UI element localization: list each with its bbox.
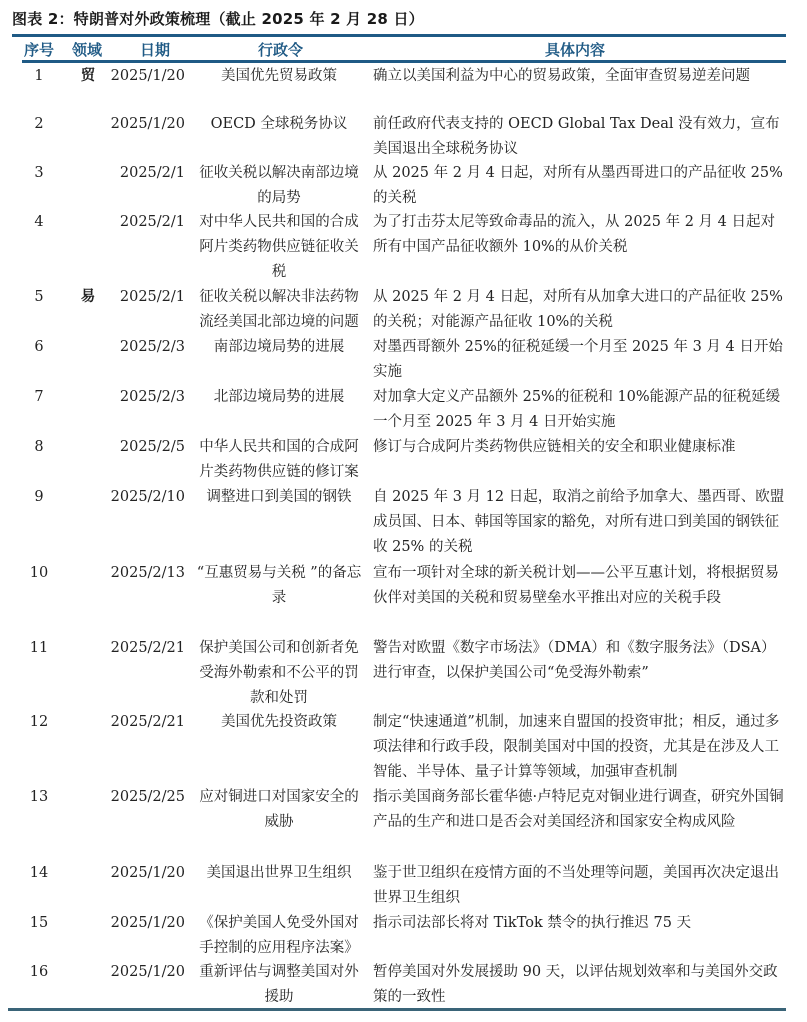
row-date: 2025/2/1 [119, 289, 185, 305]
row-date: 2025/2/13 [110, 565, 185, 581]
row-date: 2025/2/3 [119, 339, 185, 355]
row-content: 确立以美国利益为中心的贸易政策，全面审查贸易逆差问题 [373, 68, 750, 84]
row-order: 北部边境局势的进展 [213, 389, 345, 405]
row-date: 2025/2/21 [110, 714, 185, 730]
row-number: 8 [34, 439, 44, 455]
row-order: OECD 全球税务协议 [210, 116, 348, 132]
row-date: 2025/2/3 [119, 389, 185, 405]
row-date: 2025/2/21 [110, 640, 185, 656]
row-content: 从 2025 年 2 月 4 日起，对所有从墨西哥进口的产品征收 25%的关税 [373, 165, 783, 206]
row-content: 自 2025 年 3 月 12 日起，取消之前给予加拿大、墨西哥、欧盟成员国、日本、韩国等国家的豁免，对所有进口到美国的钢铁征收 25% 的关税 [373, 489, 785, 555]
row-number: 6 [34, 339, 44, 355]
row-content: 为了打击芬太尼等致命毒品的流入，从 2025 年 2 月 4 日起对所有中国产品征收额外 10%的从价关税 [373, 214, 776, 255]
row-order: 重新评估与调整美国对外援助 [199, 964, 359, 1005]
row-order: “互惠贸易与关税 ”的备忘录 [196, 565, 362, 606]
domain-label-2: 易 [80, 289, 96, 305]
header-date: 日期 [140, 41, 171, 59]
row-number: 14 [29, 865, 49, 881]
row-date: 2025/1/20 [110, 964, 185, 980]
table-bottom-rule [8, 1008, 786, 1011]
row-date: 2025/1/20 [110, 865, 185, 881]
row-order: 应对铜进口对国家安全的威胁 [199, 789, 359, 830]
row-number: 7 [34, 389, 44, 405]
row-content: 宣布一项针对全球的新关税计划——公平互惠计划，将根据贸易伙伴对美国的关税和贸易壁垒水平推出对应的关税手段 [373, 565, 779, 606]
row-date: 2025/2/25 [110, 789, 185, 805]
header-order: 行政令 [258, 41, 304, 59]
row-number: 11 [29, 640, 49, 656]
table-header-rule [22, 60, 786, 63]
row-order: 中华人民共和国的合成阿片类药物供应链的修订案 [199, 439, 359, 480]
row-content: 修订与合成阿片类药物供应链相关的安全和职业健康标准 [373, 439, 736, 455]
header-content: 具体内容 [545, 41, 606, 59]
row-number: 13 [29, 789, 49, 805]
row-content: 指示美国商务部长霍华德·卢特尼克对铜业进行调查，研究外国铜产品的生产和进口是否会对美国经济和国家安全构成风险 [373, 789, 784, 830]
row-order: 美国优先贸易政策 [221, 68, 337, 84]
row-date: 2025/2/5 [119, 439, 185, 455]
table-top-rule [12, 34, 786, 37]
row-content: 前任政府代表支持的 OECD Global Tax Deal 没有效力，宣布美国退出全球税务协议 [373, 116, 780, 157]
row-number: 15 [29, 915, 49, 931]
row-date: 2025/2/1 [119, 214, 185, 230]
row-date: 2025/2/1 [119, 165, 185, 181]
row-date: 2025/1/20 [110, 116, 185, 132]
row-content: 指示司法部长将对 TikTok 禁令的执行推迟 75 天 [373, 915, 692, 931]
row-number: 4 [34, 214, 44, 230]
row-order: 调整进口到美国的钢铁 [206, 489, 352, 505]
header-num: 序号 [23, 41, 54, 59]
row-order: 美国退出世界卫生组织 [206, 865, 352, 881]
row-date: 2025/1/20 [110, 68, 185, 84]
row-number: 2 [34, 116, 44, 132]
row-order: 征收关税以解决南部边境的局势 [199, 165, 359, 206]
row-order: 对中华人民共和国的合成阿片类药物供应链征收关税 [199, 214, 359, 280]
row-number: 5 [34, 289, 44, 305]
row-order: 征收关税以解决非法药物流经美国北部边境的问题 [199, 289, 359, 330]
row-date: 2025/1/20 [110, 915, 185, 931]
row-number: 16 [29, 964, 49, 980]
row-content: 警告对欧盟《数字市场法》（DMA）和《数字服务法》（DSA）进行审查，以保护美国公司“免受海外勒索” [373, 640, 776, 681]
row-number: 1 [34, 68, 44, 84]
row-content: 对墨西哥额外 25%的征税延缓一个月至 2025 年 3 月 4 日开始实施 [373, 339, 783, 380]
row-order: 美国优先投资政策 [221, 714, 337, 730]
row-order: 保护美国公司和创新者免受海外勒索和不公平的罚款和处罚 [199, 640, 359, 706]
domain-label-1: 贸 [80, 68, 96, 84]
figure-title: 图表 2：特朗普对外政策梳理（截止 2025 年 2 月 28 日） [12, 10, 424, 28]
row-content: 从 2025 年 2 月 4 日起，对所有从加拿大进口的产品征收 25%的关税；对能源产品征收 10%的关税 [373, 289, 783, 330]
row-number: 10 [29, 565, 49, 581]
row-order: 南部边境局势的进展 [213, 339, 345, 355]
row-number: 9 [34, 489, 44, 505]
row-date: 2025/2/10 [110, 489, 185, 505]
row-number: 3 [34, 165, 44, 181]
header-domain: 领域 [72, 41, 103, 59]
row-order: 《保护美国人免受外国对手控制的应用程序法案》 [199, 915, 359, 956]
row-content: 对加拿大定义产品额外 25%的征税和 10%能源产品的征税延缓一个月至 2025 年 3 月 4 日开始实施 [373, 389, 781, 430]
row-number: 12 [29, 714, 49, 730]
row-content: 制定“快速通道”机制，加速来自盟国的投资审批；相反，通过多项法律和行政手段，限制美国对中国的投资，尤其是在涉及人工智能、半导体、量子计算等领域，加强审查机制 [373, 714, 780, 780]
row-content: 暂停美国对外发展援助 90 天，以评估规划效率和与美国外交政策的一致性 [373, 964, 778, 1005]
row-content: 鉴于世卫组织在疫情方面的不当处理等问题，美国再次决定退出世界卫生组织 [373, 865, 779, 906]
